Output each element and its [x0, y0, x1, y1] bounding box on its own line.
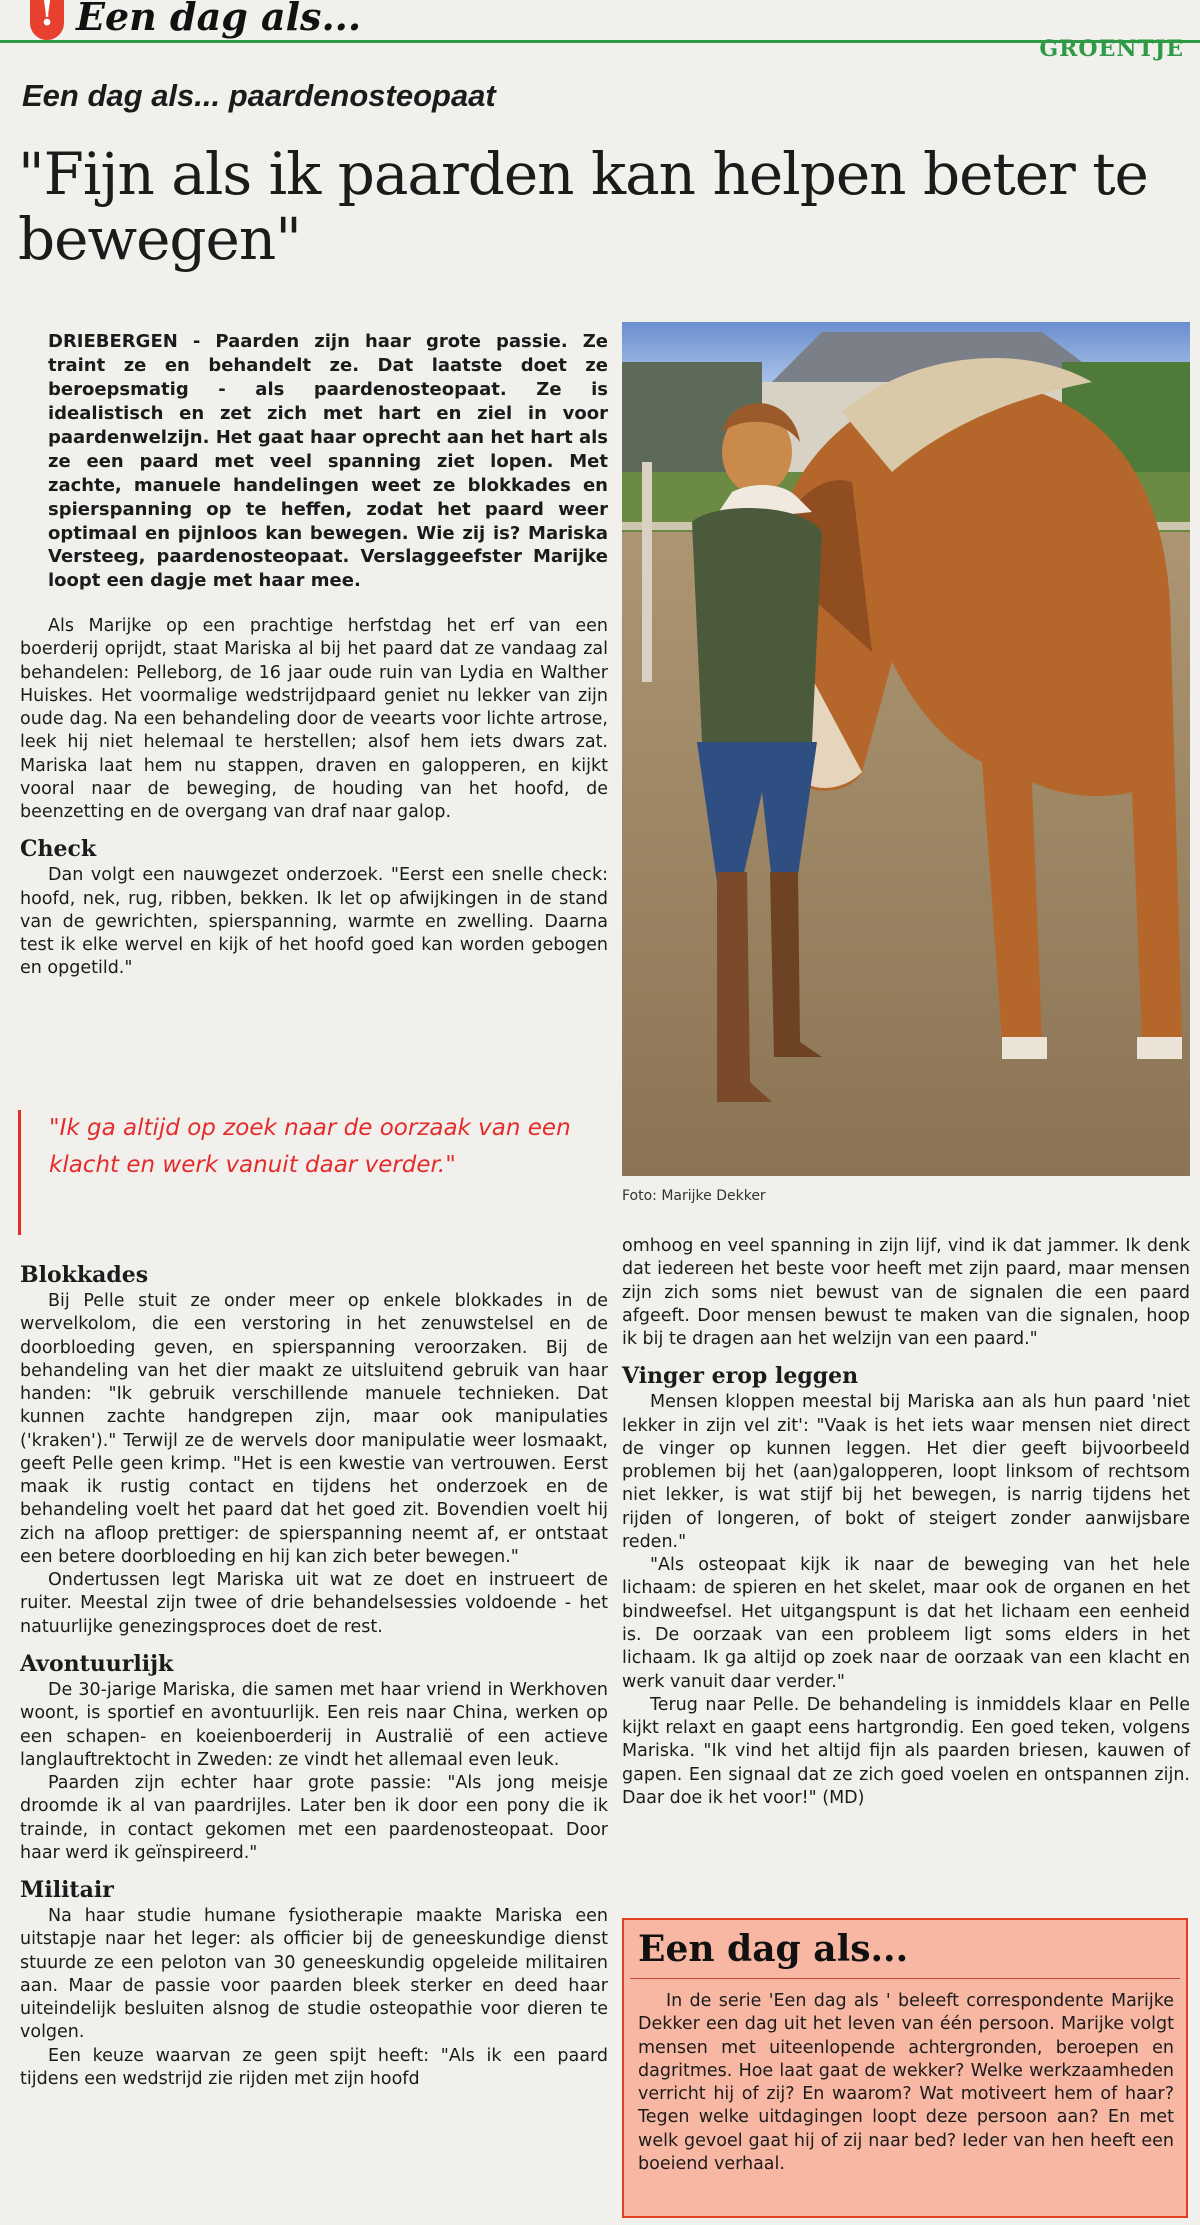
article-headline: "Fijn als ik paarden kan helpen beter te bewegen" [18, 140, 1148, 273]
subheading-militair: Militair [20, 1877, 114, 1904]
paragraph-continued: omhoog en veel spanning in zijn lijf, vind ik dat jammer. Ik denk dat iedereen het beste voor heeft met zijn paard, maar mensen zijn zich soms niet bewust van de signalen die een paard afgeeft. Door mensen bewust te maken van die signalen, hoop ik bij te dragen aan het welzijn van een paard." [622, 1236, 1190, 1350]
paragraph-blokkades-1: Bij Pelle stuit ze onder meer op enkele blokkades in de wervelkolom, die een verstoring in het zenuwstelsel en de doorbloeding geven, en spierspanning veroorzaken. Bij de behandeling van het dier maakt ze uitsluitend gebruik van haar handen: "Ik gebruik verschillende manuele technieken. Dat kunnen zachte handgrepen zijn, maar ook manipulaties ('kraken')." Terwijl ze de wervels door manipulatie weer losmaakt, geeft Pelle geen krimp. "Het is een kwestie van vertrouwen. Eerst maak ik rustig contact en tijdens het onderzoek en de behandeling voelt het paard dat het goed zit. Bovendien voelt hij zich na afloop prettiger: de spierspanning neemt af, er ontstaat een betere doorbloeding en hij kan zich beter bewegen." [20, 1291, 608, 1567]
paragraph-blokkades-2: Ondertussen legt Mariska uit wat ze doet en instrueert de ruiter. Meestal zijn twee of drie behandelsessies voldoende - het natuurlijke genezingsproces doet de rest. [20, 1570, 608, 1637]
subheading-check: Check [20, 836, 97, 863]
article-column-2 [622, 1235, 1190, 1810]
info-box-divider [630, 1978, 1180, 1979]
article-lede: DRIEBERGEN - Paarden zijn haar grote passie. Ze traint ze en behandelt ze. Dat laatste doet ze beroepsmatig - als paardenosteopaat. Ze is idealistisch en zet zich met hart en ziel in voor paardenwelzijn. Het gaat haar oprecht aan het hart als ze een paard met veel spanning ziet lopen. Met zachte, manuele handelingen weet ze blokkades en spierspanning op te heffen, zodat het paard weer optimaal en pijnloos kan bewegen. Wie zij is? Mariska Versteeg, paardenosteopaat. Verslaggeefster Marijke loopt een dagje met haar mee. [48, 331, 608, 592]
article-column-1 [20, 615, 608, 981]
paragraph-avontuurlijk-1: De 30-jarige Mariska, die samen met haar vriend in Werkhoven woont, is sportief en avontuurlijk. Een reis naar China, werken op een schapen- en koeienboerderij in Australië of een actieve langlauftrektocht in Zweden: ze vindt het allemaal even leuk. [20, 1679, 608, 1770]
paragraph-vinger-2: "Als osteopaat kijk ik naar de beweging van het hele lichaam: de spieren en het skelet, maar ook de organen en het bindweefsel. Het uitgangspunt is dat het lichaam een eenheid is. De oorzaak van een probleem ligt soms elders in het lichaam. Ik ga altijd op zoek naar de oorzaak van een klacht en werk vanuit daar verder." [622, 1555, 1190, 1692]
paragraph-vinger-3: Terug naar Pelle. De behandeling is inmiddels klaar en Pelle kijkt relaxt en gaapt eens hartgrondig. Een goed teken, volgens Mariska. "Ik vind het altijd fijn als paarden briesen, kauwen of gapen. Een signaal dat ze zich goed voelen en ontspannen zijn. Daar doe ik het voor!" (MD) [622, 1694, 1190, 1808]
article-kicker: Een dag als... paardenosteopaat [22, 78, 496, 113]
paragraph-militair-2: Een keuze waarvan ze geen spijt heeft: "Als ik een paard tijdens een wedstrijd zie rijden met zijn hoofd [20, 2045, 608, 2089]
info-box [622, 1918, 1188, 2218]
paragraph-militair-1: Na haar studie humane fysiotherapie maakte Mariska een uitstapje naar het leger: als officier bij de geneeskundige dienst stuurde ze een peloton van 30 geneeskundig opgeleide militairen aan. Maar de passie voor paarden bleek sterker en deed haar uiteindelijk besluiten alsnog de studie osteopathie voor dieren te volgen. [20, 1906, 608, 2043]
subheading-vinger: Vinger erop leggen [622, 1363, 859, 1390]
subheading-blokkades: Blokkades [20, 1262, 149, 1288]
paragraph-intro: Als Marijke op een prachtige herfstdag het erf van een boerderij oprijdt, staat Mariska al bij het paard dat ze vandaag zal behandelen: Pelleborg, de 16 jaar oude ruin van Lydia en Walther Huiskes. Het voormalige wedstrijdpaard geniet nu lekker van zijn oude dag. Na een behandeling door de veearts voor lichte artrose, leek hij niet helemaal te herstellen; alsof hem iets dwars zat. Mariska laat hem nu stappen, draven en galopperen, en kijkt vooral naar de beweging, de houding van het hoofd, de beenzetting en de overgang van draf naar galop. [20, 616, 608, 823]
info-box-text: In de serie 'Een dag als ' beleeft correspondente Marijke Dekker een dag uit het leven van één persoon. Marijke volgt mensen met uiteenlopende achtergronden, beroepen en dagritmes. Hoe laat gaat de wekker? Welke werkzaamheden verricht hij of zij? En waarom? Wat motiveert hem of haar? Tegen welke uitdagingen loopt deze persoon aan? En met welk gevoel gaat hij of zij naar bed? Ieder van hen heeft een boeiend verhaal. [638, 1991, 1174, 2174]
exclamation-badge: ! [30, 0, 64, 40]
photo-illustration [622, 322, 1190, 1176]
paragraph-vinger-1: Mensen kloppen meestal bij Mariska aan als hun paard 'niet lekker in zijn vel zit': "Vaak is het iets waar mensen niet direct de vinger op kunnen leggen. Het dier geeft bijvoorbeeld problemen bij het (aan)galopperen, loopt linksom of rechtsom niet lekker, is wat stijf bij het bewegen, is narrig tijdens het rijden of longeren, of bokt of steigert zonder aanwijsbare reden." [622, 1392, 1190, 1552]
pull-quote: "Ik ga altijd op zoek naar de oorzaak van een klacht en werk vanuit daar verder." [18, 1110, 629, 1235]
photo-caption: Foto: Marijke Dekker [622, 1188, 766, 1204]
article-photo [622, 322, 1190, 1176]
article-column-1-continued [20, 1250, 608, 2091]
series-title: Een dag als... [76, 0, 362, 39]
subheading-avontuurlijk: Avontuurlijk [20, 1650, 174, 1677]
info-box-title: Een dag als... [638, 1928, 909, 1970]
paragraph-check: Dan volgt een nauwgezet onderzoek. "Eerst een snelle check: hoofd, nek, rug, ribben, bekken. Ik let op afwijkingen in de stand van de gewrichten, spierspanning, warmte en zwelling. Daarna test ik elke wervel en kijk of het hoofd goed kan worden gebogen en opgetild." [20, 865, 608, 979]
section-label: GROENTJE [1039, 36, 1184, 62]
masthead [0, 0, 1200, 62]
paragraph-avontuurlijk-2: Paarden zijn echter haar grote passie: "Als jong meisje droomde ik al van paardrijles. Later ben ik door een pony die ik trainde, in contact gekomen met een paardenosteopaat. Door haar werd ik geïnspireerd." [20, 1773, 608, 1863]
